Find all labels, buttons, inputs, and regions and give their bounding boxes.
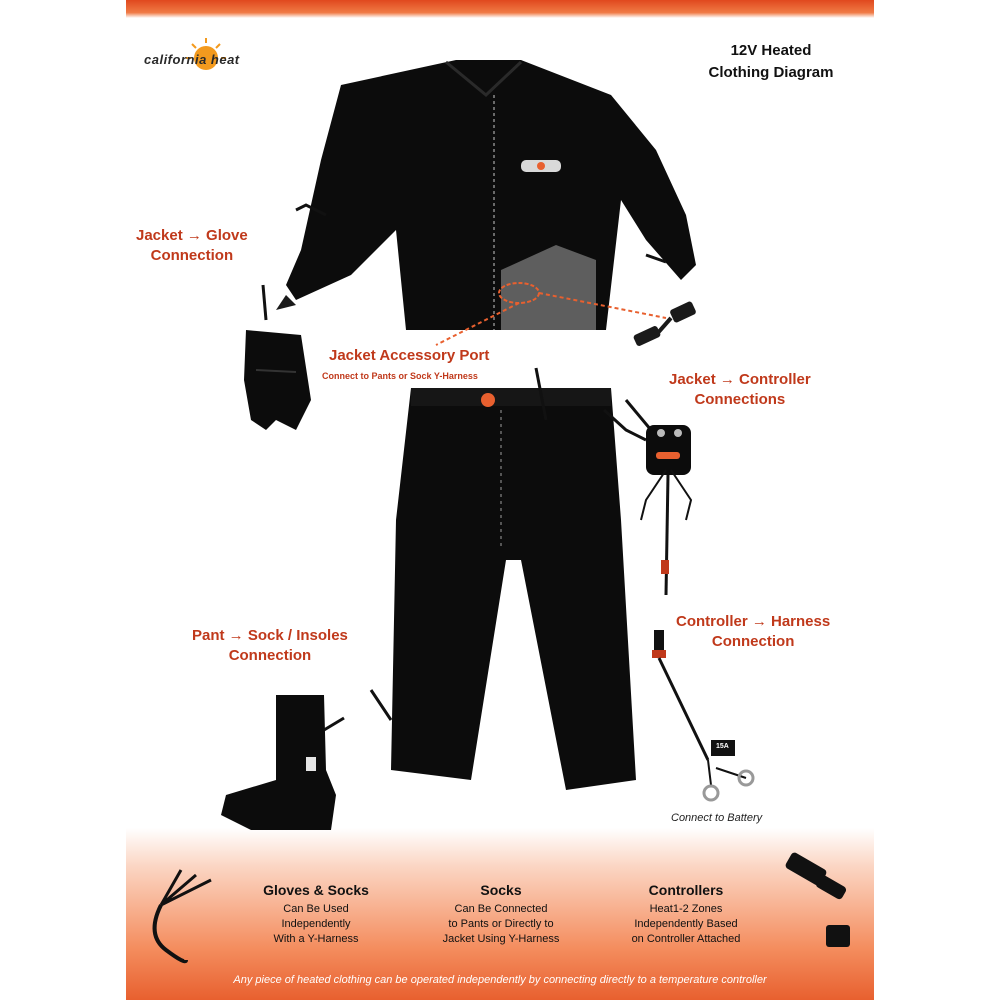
controller-connector-icon — [784, 851, 850, 947]
heated-jacket — [276, 60, 696, 330]
footnote: Any piece of heated clothing can be operated independently by connecting directly to a temperature controller — [233, 974, 767, 986]
feature-controllers — [611, 882, 761, 947]
fuse-label: 15A — [716, 743, 729, 750]
label-pant-sock-line2: Connection — [228, 647, 312, 664]
feature-line: Independently Based — [634, 918, 738, 930]
label-accessory-port: Jacket Accessory Port — [329, 347, 490, 364]
feature-line: Independently — [281, 918, 351, 930]
label-controller-harness-line1: Controller → Harness — [676, 613, 831, 630]
y-harness-icon — [155, 870, 211, 961]
feature-line: Jacket Using Y-Harness — [442, 933, 560, 945]
label-accessory-port-sub: Connect to Pants or Sock Y-Harness — [322, 371, 478, 381]
label-pant-sock-line1: Pant → Sock / Insoles — [192, 627, 348, 644]
label-controller-harness — [676, 612, 830, 652]
label-jacket-controller — [669, 370, 811, 410]
feature-socks — [426, 882, 576, 947]
label-jacket-glove-line2: Connection — [150, 247, 234, 264]
feature-line: on Controller Attached — [631, 933, 741, 945]
illustration — [126, 0, 874, 1000]
feature-line: Heat1-2 Zones — [649, 903, 723, 915]
logo-text: california heat — [144, 52, 240, 67]
brand-logo — [144, 40, 284, 80]
label-jacket-controller-line1: Jacket → Controller — [669, 371, 811, 388]
label-jacket-controller-line2: Connections — [694, 391, 786, 408]
heated-pants — [371, 368, 636, 790]
diagram-page — [126, 0, 874, 1000]
battery-note: Connect to Battery — [671, 812, 763, 824]
label-controller-harness-line2: Connection — [711, 633, 795, 650]
feature-gloves-socks — [241, 882, 391, 947]
title-line-1: 12V Heated — [730, 42, 812, 59]
feature-line: to Pants or Directly to — [448, 918, 554, 930]
feature-line: Can Be Used — [283, 903, 349, 915]
feature-heading: Gloves & Socks — [263, 882, 369, 898]
heated-sock — [221, 695, 344, 830]
feature-heading: Socks — [480, 882, 522, 898]
label-jacket-glove — [136, 226, 248, 266]
label-jacket-glove-line1: Jacket → Glove — [136, 227, 248, 244]
heated-glove — [244, 285, 311, 430]
feature-heading: Controllers — [648, 882, 724, 898]
diagram-title — [686, 40, 856, 84]
battery-harness — [652, 630, 753, 800]
feature-line: With a Y-Harness — [273, 933, 359, 945]
accessory-connector — [633, 301, 697, 347]
feature-line: Can Be Connected — [454, 903, 548, 915]
title-line-2: Clothing Diagram — [708, 64, 834, 81]
label-pant-sock — [192, 626, 348, 666]
